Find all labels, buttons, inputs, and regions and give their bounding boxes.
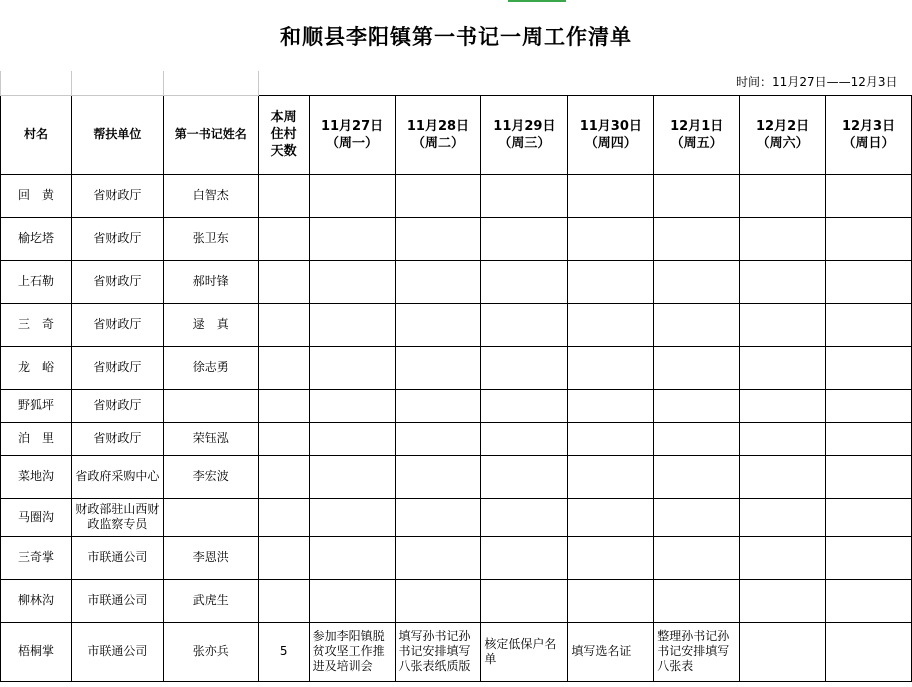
table-row	[1, 536, 912, 579]
cell-task-day-2[interactable]	[395, 455, 481, 498]
table-row	[1, 422, 912, 455]
cell-task-day-6[interactable]	[740, 422, 826, 455]
header-day-weekday: （周五）	[670, 135, 723, 151]
cell-task-day-7[interactable]	[826, 260, 912, 303]
cell-unit[interactable]: 市联通公司	[71, 579, 163, 622]
cell-task-day-1[interactable]: 参加李阳镇脱贫攻坚工作推进及培训会	[309, 622, 395, 681]
cell-task-day-7[interactable]	[826, 455, 912, 498]
cell-secretary[interactable]: 徐志勇	[163, 346, 258, 389]
table-row	[1, 303, 912, 346]
table-row	[1, 622, 912, 681]
cell-task-day-3[interactable]	[481, 217, 568, 260]
cell-unit[interactable]: 省政府采购中心	[71, 455, 163, 498]
header-village: 村名	[1, 95, 72, 174]
cell-task-day-4[interactable]	[568, 174, 654, 217]
cell-task-day-4[interactable]	[568, 498, 654, 536]
cell-task-day-7[interactable]	[826, 622, 912, 681]
cell-task-day-7[interactable]	[826, 498, 912, 536]
sheet-title: 和顺县李阳镇第一书记一周工作清单	[280, 24, 632, 49]
header-day-date: 11月28日	[406, 118, 470, 134]
cell-task-day-5[interactable]	[654, 536, 740, 579]
cell-task-day-2[interactable]	[395, 303, 481, 346]
cell-days[interactable]	[258, 303, 309, 346]
cell-task-day-5[interactable]	[654, 260, 740, 303]
cell-unit[interactable]: 财政部驻山西财政监察专员	[71, 498, 163, 536]
cell-secretary[interactable]: 张亦兵	[163, 622, 258, 681]
cell-village[interactable]: 马圈沟	[1, 498, 72, 536]
cell-task-day-4[interactable]	[568, 422, 654, 455]
header-day-7	[826, 95, 912, 174]
cell-secretary[interactable]: 荣钰泓	[163, 422, 258, 455]
cell-days[interactable]	[258, 422, 309, 455]
cell-task-day-6[interactable]	[740, 455, 826, 498]
cell-task-day-2[interactable]	[395, 498, 481, 536]
header-days-line2: 住村	[270, 127, 297, 142]
cell-days[interactable]	[258, 498, 309, 536]
cell-task-day-1[interactable]	[309, 536, 395, 579]
header-day-date: 11月29日	[493, 118, 556, 134]
cell-days[interactable]	[258, 174, 309, 217]
cell-task-day-2[interactable]	[395, 217, 481, 260]
cell-secretary[interactable]	[163, 389, 258, 422]
cell-unit[interactable]: 市联通公司	[71, 536, 163, 579]
cell-task-day-1[interactable]	[309, 498, 395, 536]
cell-secretary[interactable]: 白智杰	[163, 174, 258, 217]
cell-village[interactable]: 泊 里	[1, 422, 72, 455]
header-day-weekday: （周一）	[326, 135, 379, 151]
cell-unit[interactable]: 省财政厅	[71, 389, 163, 422]
cell-task-day-1[interactable]	[309, 389, 395, 422]
header-secretary: 第一书记姓名	[163, 95, 258, 174]
cell-task-day-3[interactable]	[481, 498, 568, 536]
cell-task-day-3[interactable]	[481, 455, 568, 498]
cell-task-day-6[interactable]	[740, 260, 826, 303]
cell-task-day-5[interactable]	[654, 389, 740, 422]
cell-secretary[interactable]: 逯 真	[163, 303, 258, 346]
cell-unit[interactable]: 省财政厅	[71, 346, 163, 389]
cell-task-day-4[interactable]	[568, 217, 654, 260]
cell-secretary[interactable]: 郝时锋	[163, 260, 258, 303]
cell-days[interactable]	[258, 260, 309, 303]
header-row	[1, 95, 912, 174]
cell-task-day-2[interactable]	[395, 260, 481, 303]
cell-village[interactable]: 回 黄	[1, 174, 72, 217]
cell-task-day-2[interactable]	[395, 536, 481, 579]
cell-days[interactable]: 5	[258, 622, 309, 681]
cell-days[interactable]	[258, 217, 309, 260]
cell-secretary[interactable]: 武虎生	[163, 579, 258, 622]
header-day-date: 12月1日	[670, 118, 724, 134]
cell-task-day-1[interactable]	[309, 303, 395, 346]
cell-task-day-4[interactable]	[568, 579, 654, 622]
cell-task-day-7[interactable]	[826, 174, 912, 217]
header-days	[258, 95, 309, 174]
header-day-3	[481, 95, 568, 174]
cell-task-day-2[interactable]	[395, 174, 481, 217]
cell-village[interactable]: 上石勒	[1, 260, 72, 303]
cell-task-day-3[interactable]	[481, 579, 568, 622]
header-days-line1: 本周	[270, 110, 297, 125]
cell-task-day-6[interactable]	[740, 303, 826, 346]
header-day-weekday: （周二）	[411, 135, 464, 151]
cell-task-day-5[interactable]	[654, 174, 740, 217]
cell-task-day-4[interactable]	[568, 346, 654, 389]
cell-task-day-6[interactable]	[740, 217, 826, 260]
header-day-5	[654, 95, 740, 174]
cell-task-day-5[interactable]	[654, 217, 740, 260]
table-row	[1, 498, 912, 536]
cell-task-day-2[interactable]	[395, 389, 481, 422]
cell-unit[interactable]: 省财政厅	[71, 422, 163, 455]
cell-task-day-6[interactable]	[740, 498, 826, 536]
cell-task-day-7[interactable]	[826, 346, 912, 389]
cell-unit[interactable]: 省财政厅	[71, 174, 163, 217]
cell-task-day-4[interactable]	[568, 536, 654, 579]
header-day-date: 11月27日	[320, 118, 384, 134]
cell-task-day-3[interactable]	[481, 422, 568, 455]
header-unit: 帮扶单位	[71, 95, 163, 174]
cell-task-day-3[interactable]	[481, 260, 568, 303]
cell-task-day-4[interactable]	[568, 260, 654, 303]
cell-task-day-3[interactable]	[481, 536, 568, 579]
cell-task-day-7[interactable]	[826, 536, 912, 579]
header-day-4	[568, 95, 654, 174]
table-row	[1, 174, 912, 217]
cell-village[interactable]: 野狐坪	[1, 389, 72, 422]
cell-days[interactable]	[258, 536, 309, 579]
cell-secretary[interactable]: 张卫东	[163, 217, 258, 260]
date-range: 时间：11月27日——12月3日	[736, 75, 898, 90]
cell-days[interactable]	[258, 455, 309, 498]
work-list-table	[0, 71, 912, 682]
cell-task-day-6[interactable]	[740, 622, 826, 681]
cell-task-day-4[interactable]	[568, 455, 654, 498]
cell-task-day-5[interactable]	[654, 498, 740, 536]
cell-task-day-7[interactable]	[826, 389, 912, 422]
cell-unit[interactable]: 市联通公司	[71, 622, 163, 681]
header-day-date: 11月30日	[579, 118, 642, 134]
cell-task-day-3[interactable]: 核定低保户名单	[481, 622, 568, 681]
cell-task-day-3[interactable]	[481, 346, 568, 389]
cell-task-day-1[interactable]	[309, 174, 395, 217]
cell-task-day-7[interactable]	[826, 303, 912, 346]
cell-task-day-2[interactable]	[395, 346, 481, 389]
cell-task-day-5[interactable]	[654, 455, 740, 498]
cell-task-day-5[interactable]	[654, 422, 740, 455]
table-row	[1, 389, 912, 422]
cell-task-day-7[interactable]	[826, 217, 912, 260]
header-day-1	[309, 95, 395, 174]
header-day-weekday: （周六）	[756, 135, 809, 151]
cell-task-day-1[interactable]	[309, 422, 395, 455]
cell-village[interactable]: 三奇掌	[1, 536, 72, 579]
cell-task-day-2[interactable]	[395, 422, 481, 455]
cell-days[interactable]	[258, 346, 309, 389]
cell-village[interactable]: 三 奇	[1, 303, 72, 346]
table-row	[1, 217, 912, 260]
cell-task-day-4[interactable]	[568, 389, 654, 422]
header-day-6	[740, 95, 826, 174]
cell-village[interactable]: 柳林沟	[1, 579, 72, 622]
cell-task-day-6[interactable]	[740, 346, 826, 389]
table-row	[1, 455, 912, 498]
cell-task-day-1[interactable]	[309, 455, 395, 498]
cell-task-day-4[interactable]: 填写选名证	[568, 622, 654, 681]
cell-task-day-2[interactable]: 填写孙书记孙书记安排填写八张表纸质版	[395, 622, 481, 681]
cell-task-day-1[interactable]	[309, 579, 395, 622]
header-day-weekday: （周三）	[498, 135, 551, 151]
header-days-line3: 天数	[270, 144, 297, 159]
cell-task-day-5[interactable]: 整理孙书记孙书记安排填写八张表	[654, 622, 740, 681]
cell-village[interactable]: 梧桐掌	[1, 622, 72, 681]
table-row	[1, 579, 912, 622]
cell-task-day-1[interactable]	[309, 346, 395, 389]
cell-task-day-7[interactable]	[826, 579, 912, 622]
cell-task-day-3[interactable]	[481, 303, 568, 346]
cell-task-day-3[interactable]	[481, 389, 568, 422]
table-row	[1, 346, 912, 389]
cell-secretary[interactable]: 李宏波	[163, 455, 258, 498]
cell-task-day-6[interactable]	[740, 174, 826, 217]
date-range-row	[1, 71, 912, 95]
cell-days[interactable]	[258, 579, 309, 622]
cell-village[interactable]: 龙 峪	[1, 346, 72, 389]
cell-unit[interactable]: 省财政厅	[71, 260, 163, 303]
cell-village[interactable]: 菜地沟	[1, 455, 72, 498]
cell-days[interactable]	[258, 389, 309, 422]
header-day-2	[395, 95, 481, 174]
cell-unit[interactable]: 省财政厅	[71, 217, 163, 260]
cell-task-day-5[interactable]	[654, 579, 740, 622]
header-day-weekday: （周日）	[842, 135, 895, 151]
cell-secretary[interactable]	[163, 498, 258, 536]
cell-village[interactable]: 榆圪塔	[1, 217, 72, 260]
header-day-weekday: （周四）	[584, 135, 637, 151]
cell-task-day-1[interactable]	[309, 260, 395, 303]
header-day-date: 12月2日	[756, 118, 810, 134]
cell-task-day-5[interactable]	[654, 346, 740, 389]
table-row	[1, 260, 912, 303]
cell-task-day-5[interactable]	[654, 303, 740, 346]
cell-unit[interactable]: 省财政厅	[71, 303, 163, 346]
cell-task-day-1[interactable]	[309, 217, 395, 260]
cell-task-day-6[interactable]	[740, 389, 826, 422]
cell-task-day-6[interactable]	[740, 536, 826, 579]
header-day-date: 12月3日	[841, 118, 896, 134]
cell-task-day-2[interactable]	[395, 579, 481, 622]
cell-secretary[interactable]: 李恩洪	[163, 536, 258, 579]
cell-task-day-4[interactable]	[568, 303, 654, 346]
cell-task-day-7[interactable]	[826, 422, 912, 455]
cell-task-day-6[interactable]	[740, 579, 826, 622]
cell-task-day-3[interactable]	[481, 174, 568, 217]
